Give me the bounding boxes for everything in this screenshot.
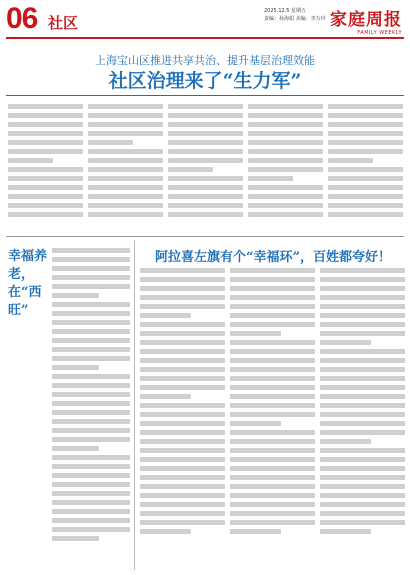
page-header	[0, 0, 410, 38]
headline-rule	[6, 95, 404, 96]
left-story-body	[52, 244, 130, 570]
main-story-column-2	[88, 100, 163, 230]
section-divider	[6, 236, 404, 237]
main-story-kicker: 上海宝山区推进共享共治、提升基层治理效能	[95, 54, 315, 67]
main-story-column-1	[8, 100, 83, 230]
issue-date: 2025.12.5 星期五	[264, 8, 307, 14]
right-story-column-2	[230, 264, 315, 570]
editor-credits: 责编：孙海娟 美编：李万玲	[264, 16, 326, 22]
header-rule	[6, 37, 404, 39]
column-divider	[134, 240, 135, 570]
main-story-column-3	[168, 100, 243, 230]
right-story-column-3	[320, 264, 405, 570]
right-story-headline: 阿拉喜左旗有个“幸福环”，百姓都夸好！	[155, 250, 391, 265]
masthead-english: FAMILY WEEKLY	[357, 30, 402, 36]
masthead-title: 家庭周报	[330, 10, 402, 30]
page-number: 06	[6, 2, 38, 35]
main-story-column-5	[328, 100, 403, 230]
issue-meta	[264, 7, 326, 23]
right-story-column-1	[140, 264, 225, 570]
main-story-headline: 社区治理来了“生力军”	[108, 70, 302, 92]
left-story-headline: 幸福养老，在“西旺”	[8, 249, 48, 318]
masthead	[330, 5, 402, 36]
section-name: 社区	[48, 14, 79, 32]
main-story-column-4	[248, 100, 323, 230]
